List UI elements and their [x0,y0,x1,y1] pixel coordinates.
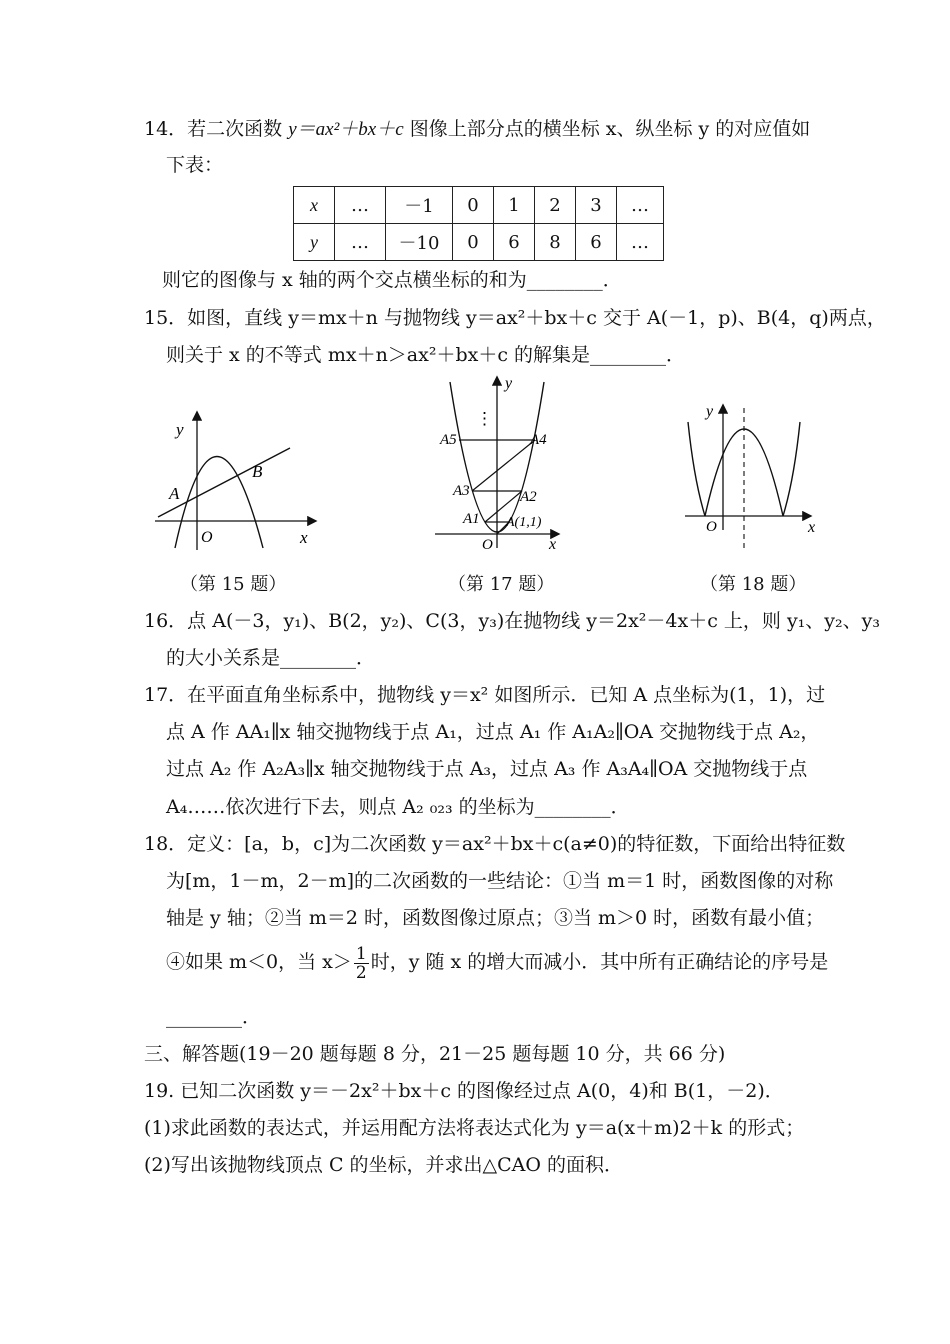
table-row-y [294,224,664,261]
table-cell: 2 [535,187,576,224]
caption-15: （第 15 题） [180,574,287,595]
label-x: x [549,536,557,553]
table-cell: 6 [576,224,617,261]
label-origin: O [482,537,493,553]
q16-line2: 的大小关系是________． [166,647,376,669]
table-header-x: x [294,187,335,224]
table-cell: 0 [453,224,494,261]
q19-line3: (2)写出该抛物线顶点 C 的坐标，并求出△CAO 的面积． [144,1154,624,1176]
label-a5: A5 [440,432,457,448]
table-row-x [294,187,664,224]
q14-line2: 下表： [166,154,224,176]
figure-18 [680,400,825,555]
q15-line1: 15．如图，直线 y＝mx＋n 与抛物线 y＝ax²＋bx＋c 交于 A(－1，p)、B(4，q)两点， [144,307,886,329]
label-y: y [505,375,513,392]
q17-line3: 过点 A₂ 作 A₂A₃∥x 轴交抛物线于点 A₃，过点 A₃ 作 A₃A₄∥OA 交抛物线于点 [166,758,808,780]
q14-function: y＝ax²＋bx＋c [288,119,404,140]
label-origin: O [706,519,717,535]
label-y: y [176,420,184,439]
q18-line3: 轴是 y 轴；②当 m＝2 时，函数图像过原点；③当 m＞0 时，函数有最小值； [166,907,825,929]
fraction-half [354,945,369,982]
q18-line4-start: ④如果 m＜0，当 x＞ [166,951,352,973]
fraction-denominator: 2 [355,962,367,983]
caption-18: （第 18 题） [700,574,807,595]
table-cell: 6 [494,224,535,261]
table-cell: －1 [386,187,453,224]
fraction-numerator: 1 [355,943,367,964]
q15-line2: 则关于 x 的不等式 mx＋n＞ax²＋bx＋c 的解集是________． [166,344,686,366]
q19-line2: (1)求此函数的表达式，并运用配方法将表达式化为 y＝a(x＋m)2＋k 的形式； [144,1117,805,1139]
q18-line4 [166,940,828,984]
section-3-heading: 三、解答题(19－20 题每题 8 分，21－25 题每题 10 分，共 66 分) [144,1043,726,1065]
table-cell: 0 [453,187,494,224]
caption-17: （第 17 题） [448,574,555,595]
table-cell: … [335,187,386,224]
q14-intro-rest: 图像上部分点的横坐标 x、纵坐标 y 的对应值如 [403,118,811,140]
label-a: A(1,1) [506,515,542,530]
table-cell: … [335,224,386,261]
q18-line1: 18．定义：[a，b，c]为二次函数 y＝ax²＋bx＋c(a≠0)的特征数，下面给出特征数 [144,833,846,855]
q19-line1: 19. 已知二次函数 y＝－2x²＋bx＋c 的图像经过点 A(0，4)和 B(1，－2)． [144,1080,784,1102]
label-dots: ⋮ [476,409,493,429]
curve-right-branch [783,422,800,516]
table-header-y: y [294,224,335,261]
table-cell: … [617,187,664,224]
q18-line5: ________． [166,1006,262,1028]
table-cell: 8 [535,224,576,261]
label-a4: A4 [530,432,547,448]
label-a2: A2 [520,489,537,505]
label-a1: A1 [463,511,480,527]
figure-15 [150,405,330,555]
label-b: B [252,462,263,481]
table-cell: 1 [494,187,535,224]
label-y: y [706,403,714,420]
table-cell: 3 [576,187,617,224]
label-a3: A3 [453,483,470,499]
figure-17 [430,372,570,554]
label-x: x [300,528,308,547]
q18-line4-end: 时，y 随 x 的增大而减小．其中所有正确结论的序号是 [370,951,829,973]
curve-left-branch [688,422,705,516]
q17-line4: A₄……依次进行下去，则点 A₂ ₀₂₃ 的坐标为________． [166,796,630,818]
q17-line1: 17．在平面直角坐标系中，抛物线 y＝x² 如图所示．已知 A 点坐标为(1，1)，过 [144,684,826,706]
segment [472,440,535,491]
label-origin: O [201,529,213,546]
parabola-curve [175,457,263,549]
q17-line2: 点 A 作 AA₁∥x 轴交抛物线于点 A₁，过点 A₁ 作 A₁A₂∥OA 交抛物线于点 A₂， [166,721,820,743]
value-table [293,186,664,261]
table-cell: … [617,224,664,261]
q14-ask: 则它的图像与 x 轴的两个交点横坐标的和为________． [162,269,622,291]
q16-line1: 16．点 A(－3，y₁)、B(2，y₂)、C(3，y₃)在抛物线 y＝2x²－4x＋c 上，则 y₁、y₂、y₃ [144,610,881,632]
label-x: x [808,519,816,536]
q18-line2: 为[m，1－m，2－m]的二次函数的一些结论：①当 m＝1 时，函数图像的对称 [166,870,834,892]
label-a: A [169,484,180,503]
q14-line1 [144,116,810,143]
q14-intro: 14．若二次函数 [144,118,289,140]
table-cell: －10 [386,224,453,261]
